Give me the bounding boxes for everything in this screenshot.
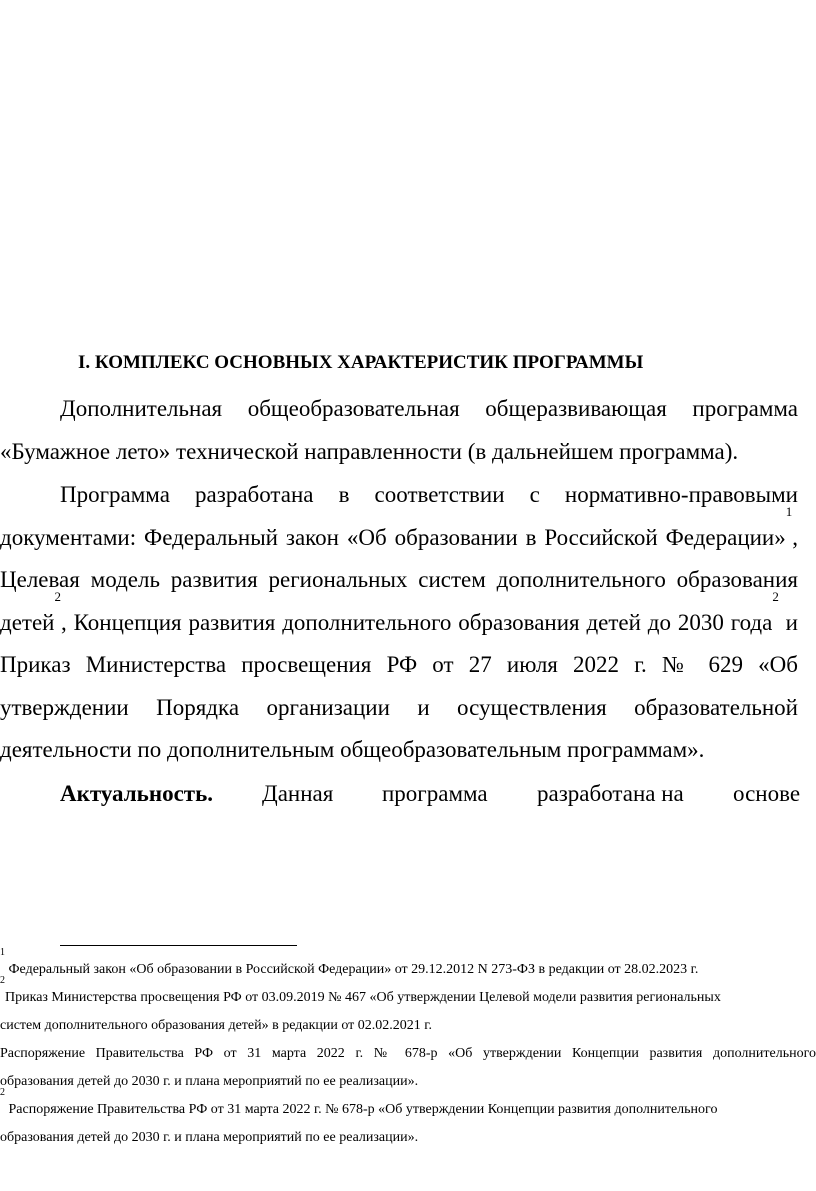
footnote-text: Федеральный закон «Об образовании в Российской Федерации» от 29.12.2012 N 273-ФЗ в редакции от 28.02.2023 г. <box>5 962 699 977</box>
footnote-separator <box>60 945 297 946</box>
paragraph-text: Дополнительная общеобразовательная общеразвивающая программа «Бумажное лето» технической направленности (в дальнейшем программа). <box>0 396 798 464</box>
paragraph-word: основе <box>733 781 801 806</box>
footnote-item <box>0 1040 816 1068</box>
relevance-heading: Актуальность. <box>60 781 213 806</box>
footnote-text: образования детей до 2030 г. и плана мероприятий по ее реализации». <box>0 1130 419 1145</box>
footnote-mark: 1 <box>0 947 5 958</box>
footnote-reference[interactable]: 1 <box>785 503 793 519</box>
footnotes <box>0 947 816 1152</box>
paragraph-program-intro <box>0 388 798 473</box>
paragraph-text-part: , Концепция развития дополнительного образования детей до 2030 года <box>60 609 773 635</box>
paragraph-text-part: и Приказ Министерства просвещения РФ от 27 июля 2022 г. № 629 «Об утверждении Порядка организации и осуществления образовательной деятельности по дополнительным общеобразовательным программам». <box>0 609 798 762</box>
footnote-item <box>0 1068 816 1096</box>
paragraph-word: разработана на <box>537 781 684 806</box>
section-title: I. КОМПЛЕКС ОСНОВНЫХ ХАРАКТЕРИСТИК ПРОГРАММЫ <box>78 352 644 373</box>
footnote-item <box>0 947 816 984</box>
footnote-text: Приказ Министерства просвещения РФ от 03.09.2019 № 467 «Об утверждении Целевой модели развития региональных <box>5 990 721 1005</box>
paragraph-legal-basis <box>0 474 798 772</box>
footnote-text: образования детей до 2030 г. и плана мероприятий по ее реализации». <box>0 1074 419 1089</box>
footnote-text: систем дополнительного образования детей» в редакции от 02.02.2021 г. <box>0 1018 432 1033</box>
footnote-item <box>0 1124 816 1152</box>
footnote-mark: 2 <box>0 975 5 986</box>
footnote-item <box>0 1087 816 1124</box>
footnote-reference[interactable]: 2 <box>772 588 779 604</box>
footnote-reference[interactable]: 2 <box>54 588 61 604</box>
paragraph-word: программа <box>382 781 488 806</box>
paragraph-word: Данная <box>262 781 334 806</box>
footnote-text: Распоряжение Правительства РФ от 31 марта 2022 г. № 678-р «Об утверждении Концепции развития дополнительного <box>0 1046 816 1061</box>
paragraph-text-part: , Целевая модель развития региональных систем дополнительного образования детей <box>0 524 798 635</box>
paragraph-text-part: Программа разработана в соответствии с нормативно-правовыми документами: Федеральный закон «Об образовании в Российской Федерации» <box>0 482 798 550</box>
footnote-item <box>0 975 816 1012</box>
footnote-text: Распоряжение Правительства РФ от 31 марта 2022 г. № 678-р «Об утверждении Концепции развития дополнительного <box>5 1102 718 1117</box>
footnote-item <box>0 1012 816 1040</box>
footnote-mark: 2 <box>0 1087 5 1098</box>
